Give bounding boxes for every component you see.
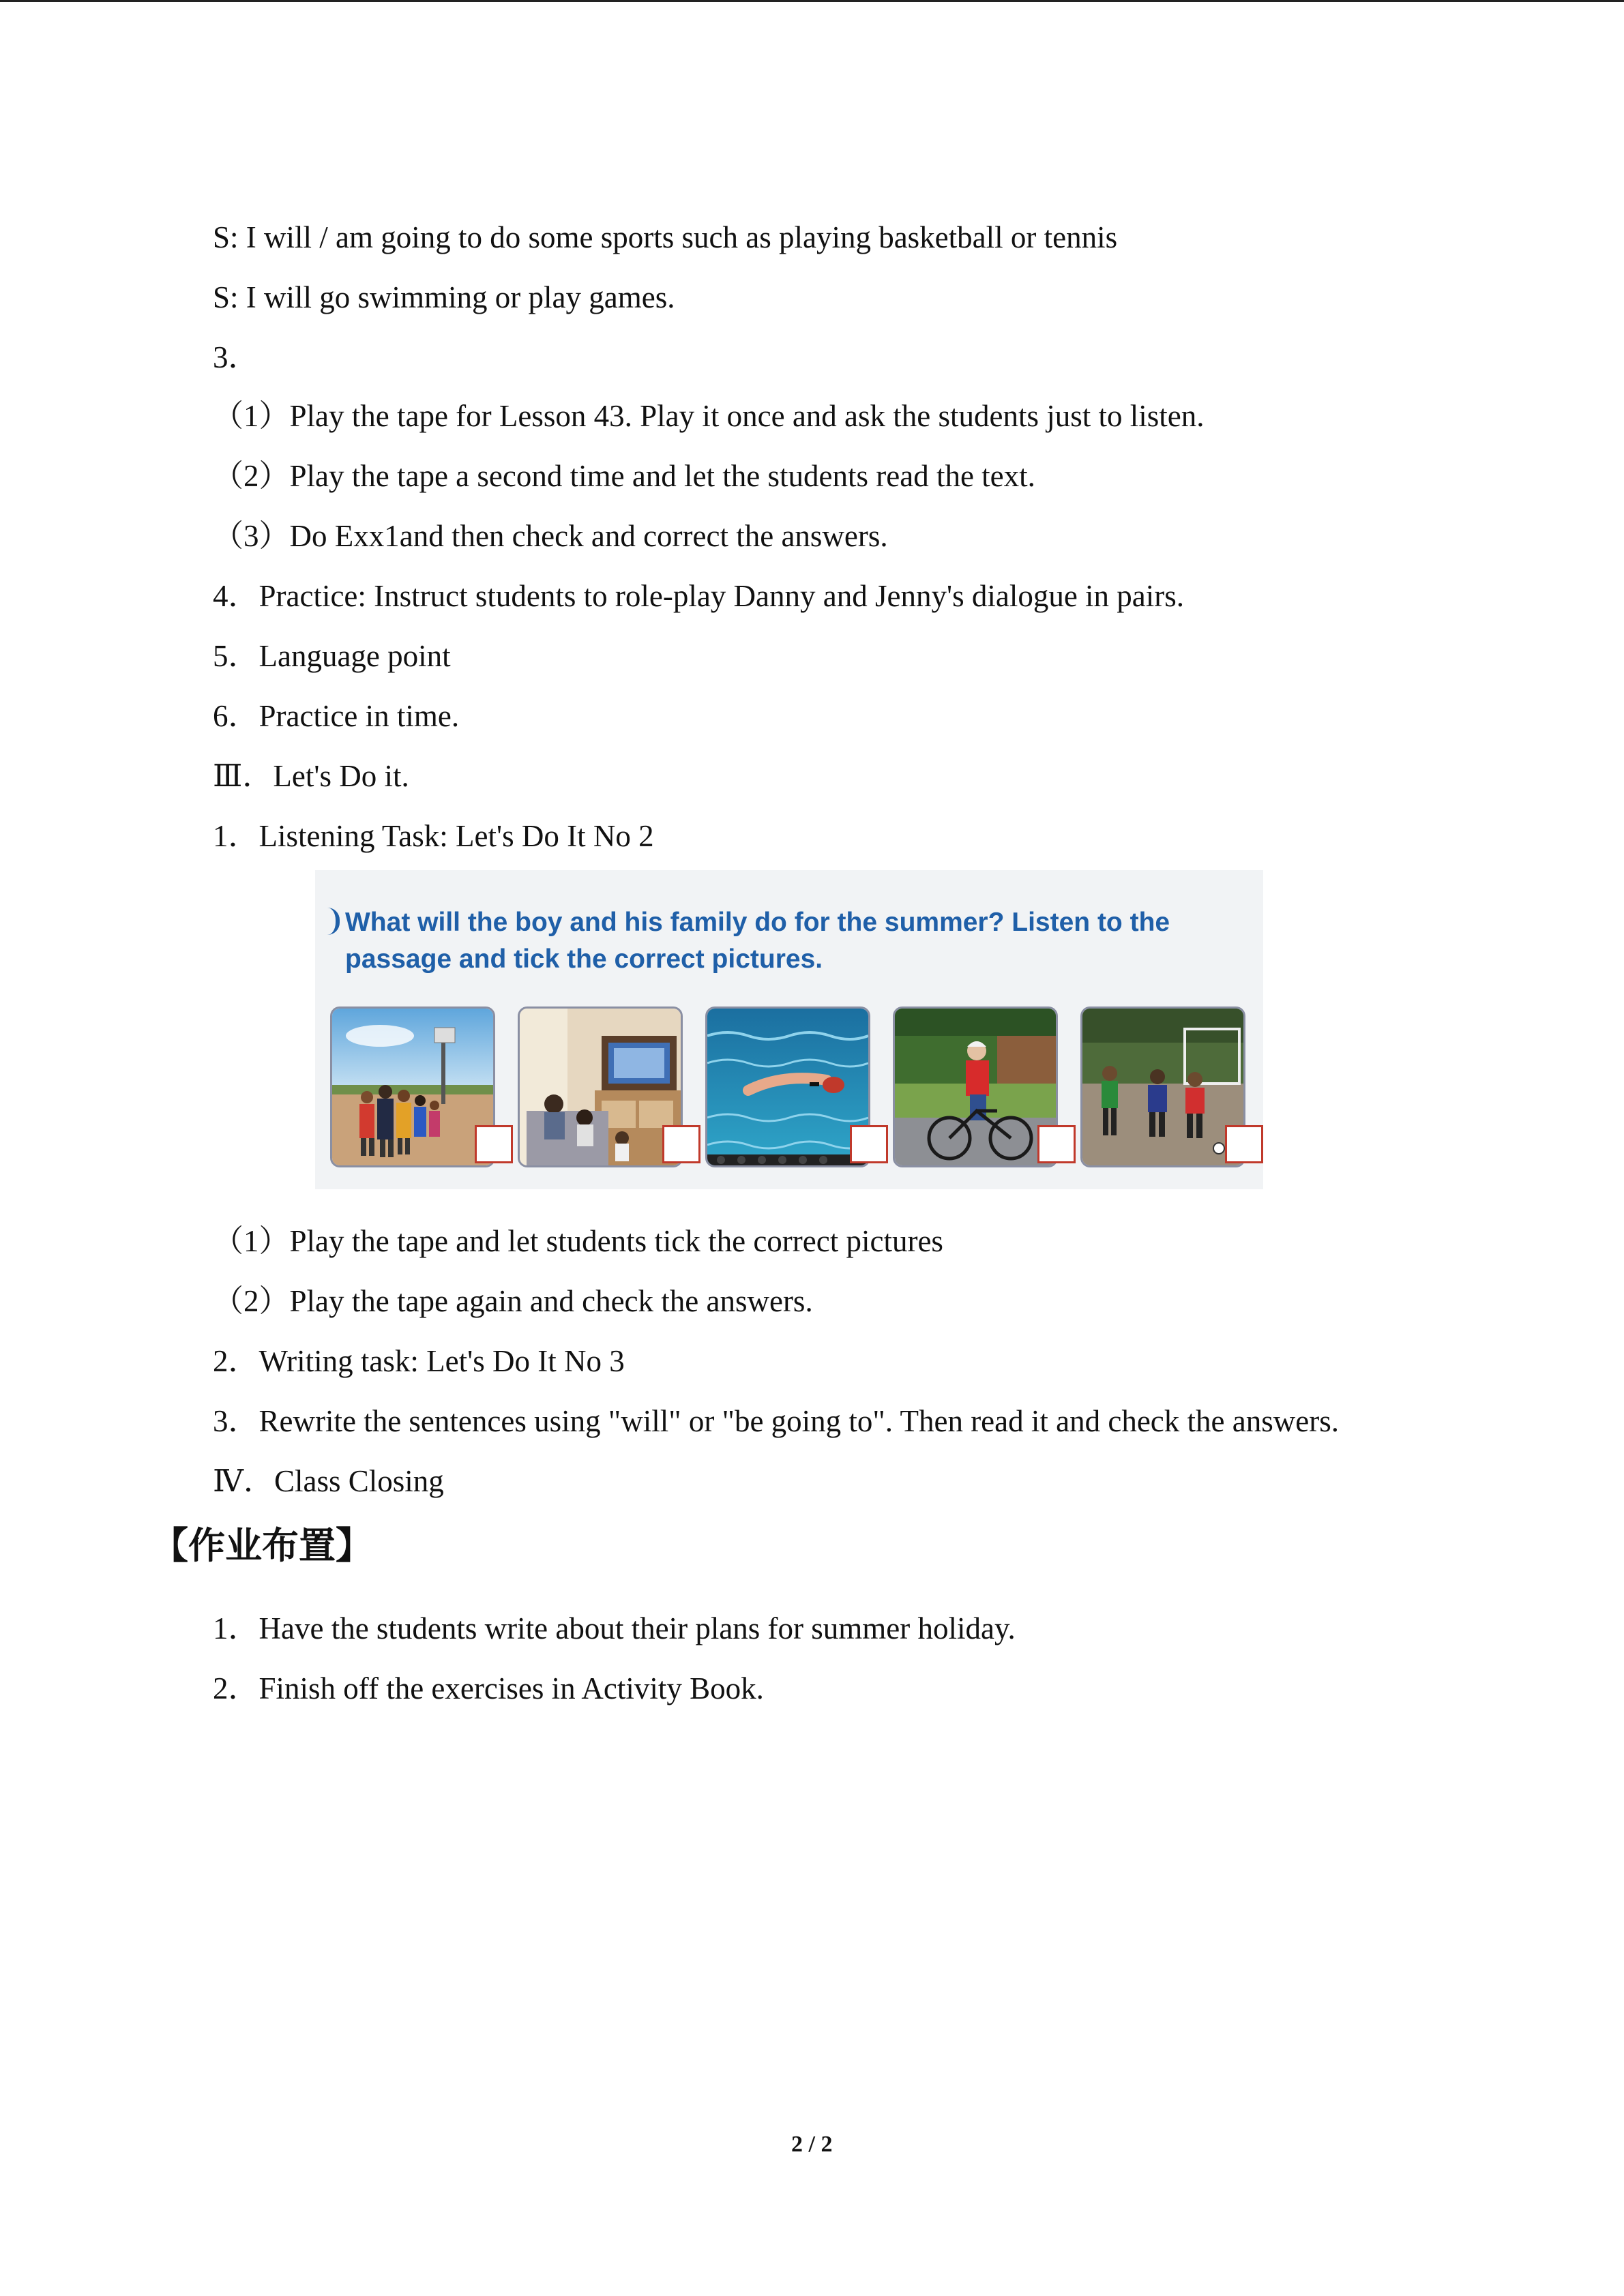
listening-task-figure <box>315 870 1263 1189</box>
figure-prompt-line-2: passage and tick the correct pictures. <box>345 944 823 974</box>
figure-prompt-line-1: What will the boy and his family do for the summer? Listen to the <box>345 908 1170 937</box>
section-heading-lets-do-it: Ⅲ．Let's Do it. <box>213 759 409 793</box>
bullet-icon <box>327 908 340 935</box>
tick-box-2[interactable] <box>662 1125 700 1163</box>
cycling-picture <box>893 1007 1058 1167</box>
text-line: 6．Practice in time. <box>213 699 460 733</box>
playing-soccer-picture <box>1080 1007 1245 1167</box>
family-walking-picture <box>330 1007 495 1167</box>
text-line: 3．Rewrite the sentences using "will" or "be going to". Then read it and check the answers. <box>213 1404 1339 1438</box>
section-heading-class-closing: Ⅳ．Class Closing <box>213 1464 444 1498</box>
homework-item: 2．Finish off the exercises in Activity Book. <box>213 1671 764 1705</box>
text-line: 1．Listening Task: Let's Do It No 2 <box>213 819 654 853</box>
watching-tv-picture <box>518 1007 683 1167</box>
text-line: （1）Play the tape and let students tick the correct pictures <box>213 1224 943 1258</box>
homework-item: 1．Have the students write about their plans for summer holiday. <box>213 1611 1016 1645</box>
figure-prompt <box>327 904 1255 978</box>
homework-heading: 【作业布置】 <box>151 1524 372 1567</box>
text-line: 4．Practice: Instruct students to role-play Danny and Jenny's dialogue in pairs. <box>213 579 1185 613</box>
swimming-picture <box>705 1007 870 1167</box>
page-number: 2 / 2 <box>791 2132 833 2157</box>
tick-box-3[interactable] <box>850 1125 888 1163</box>
text-line: （1）Play the tape for Lesson 43. Play it once and ask the students just to listen. <box>213 399 1205 433</box>
tick-box-5[interactable] <box>1225 1125 1263 1163</box>
text-line: （2）Play the tape a second time and let the students read the text. <box>213 459 1035 493</box>
text-line: （2）Play the tape again and check the answers. <box>213 1284 813 1318</box>
tick-box-1[interactable] <box>475 1125 513 1163</box>
text-line: （3）Do Exx1and then check and correct the answers. <box>213 519 888 553</box>
page-top-border <box>0 0 1624 2</box>
text-line: 2．Writing task: Let's Do It No 3 <box>213 1344 625 1378</box>
text-line: S: I will go swimming or play games. <box>213 280 675 314</box>
text-line: 3． <box>213 340 259 374</box>
tick-box-4[interactable] <box>1037 1125 1076 1163</box>
text-line: S: I will / am going to do some sports such as playing basketball or tennis <box>213 220 1118 254</box>
text-line: 5．Language point <box>213 639 451 673</box>
